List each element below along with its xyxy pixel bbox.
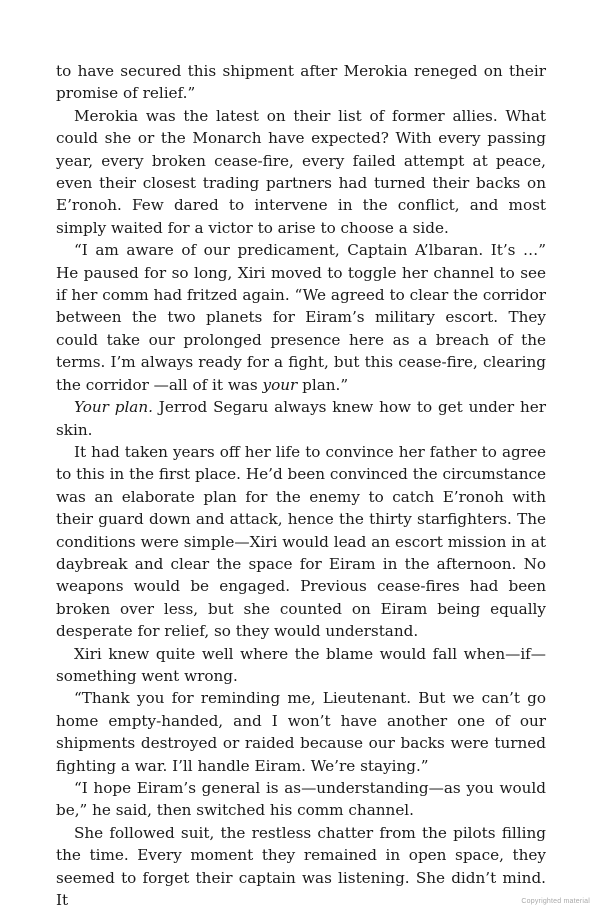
paragraph-run: “I am aware of our predicament, Captain A’lbaran. It’s …” He paused for so long, Xiri moved to toggle her channel to see if her comm had fritzed again. “We agreed to clear the corridor between the two planets for Eiram’s military escort. They could take our prolonged presence here as a breach of the terms. I’m always ready for a fight, but this cease-fire, clearing the corridor —all of it was: [56, 241, 546, 394]
paragraph-9: [56, 822, 546, 911]
paragraph-2: [56, 105, 546, 239]
paragraph-run: Xiri knew quite well where the blame would fall when—if—something went wrong.: [56, 644, 546, 685]
paragraph-8: [56, 777, 546, 822]
paragraph-run: “I hope Eiram’s general is as—understanding—as you would be,” he said, then switched his comm channel.: [56, 779, 546, 820]
paragraph-run: to have secured this shipment after Merokia reneged on their promise of relief.”: [56, 62, 546, 103]
paragraph-4: [56, 396, 546, 441]
paragraph-run: It had taken years off her life to convince her father to agree to this in the first place. He’d been convinced the circumstance was an elaborate plan for the enemy to catch E’ronoh with their guard down and attack, hence the thirty starfighters. The conditions were simple—Xiri would lead an escort mission in at daybreak and clear the space for Eiram in the afternoon. No weapons would be engaged. Previous cease-fires had been broken over less, but she counted on Eiram being equally desperate for relief, so they would understand.: [56, 442, 546, 641]
copyright-watermark: Copyrighted material: [521, 898, 590, 905]
paragraph-7: [56, 687, 546, 777]
paragraph-run: She followed suit, the restless chatter from the pilots filling the time. Every moment they remained in open space, they seemed to forget their captain was listening. She didn’t mind. It: [56, 823, 546, 910]
book-page-body: [56, 60, 546, 911]
paragraph-3: [56, 239, 546, 396]
paragraph-run: plan.”: [297, 375, 349, 394]
paragraph-run: “Thank you for reminding me, Lieutenant. But we can’t go home empty-handed, and I won’t have another one of our shipments destroyed or raided because our backs were turned fighting a war. I’ll handle Eiram. We’re staying.”: [56, 689, 546, 775]
paragraph-run-italic: your: [262, 375, 298, 394]
paragraph-run: Merokia was the latest on their list of former allies. What could she or the Monarch have expected? With every passing year, every broken cease-fire, every failed attempt at peace, even their closest trading partners had turned their backs on E’ronoh. Few dared to intervene in the conflict, and most simply waited for a victor to arise to choose a side.: [56, 106, 546, 237]
paragraph-1: [56, 60, 546, 105]
paragraph-6: [56, 643, 546, 688]
paragraph-run-italic: Your plan.: [74, 398, 153, 417]
paragraph-5: [56, 441, 546, 643]
paragraph-run: Jerrod Segaru always knew how to get under her skin.: [56, 398, 546, 439]
